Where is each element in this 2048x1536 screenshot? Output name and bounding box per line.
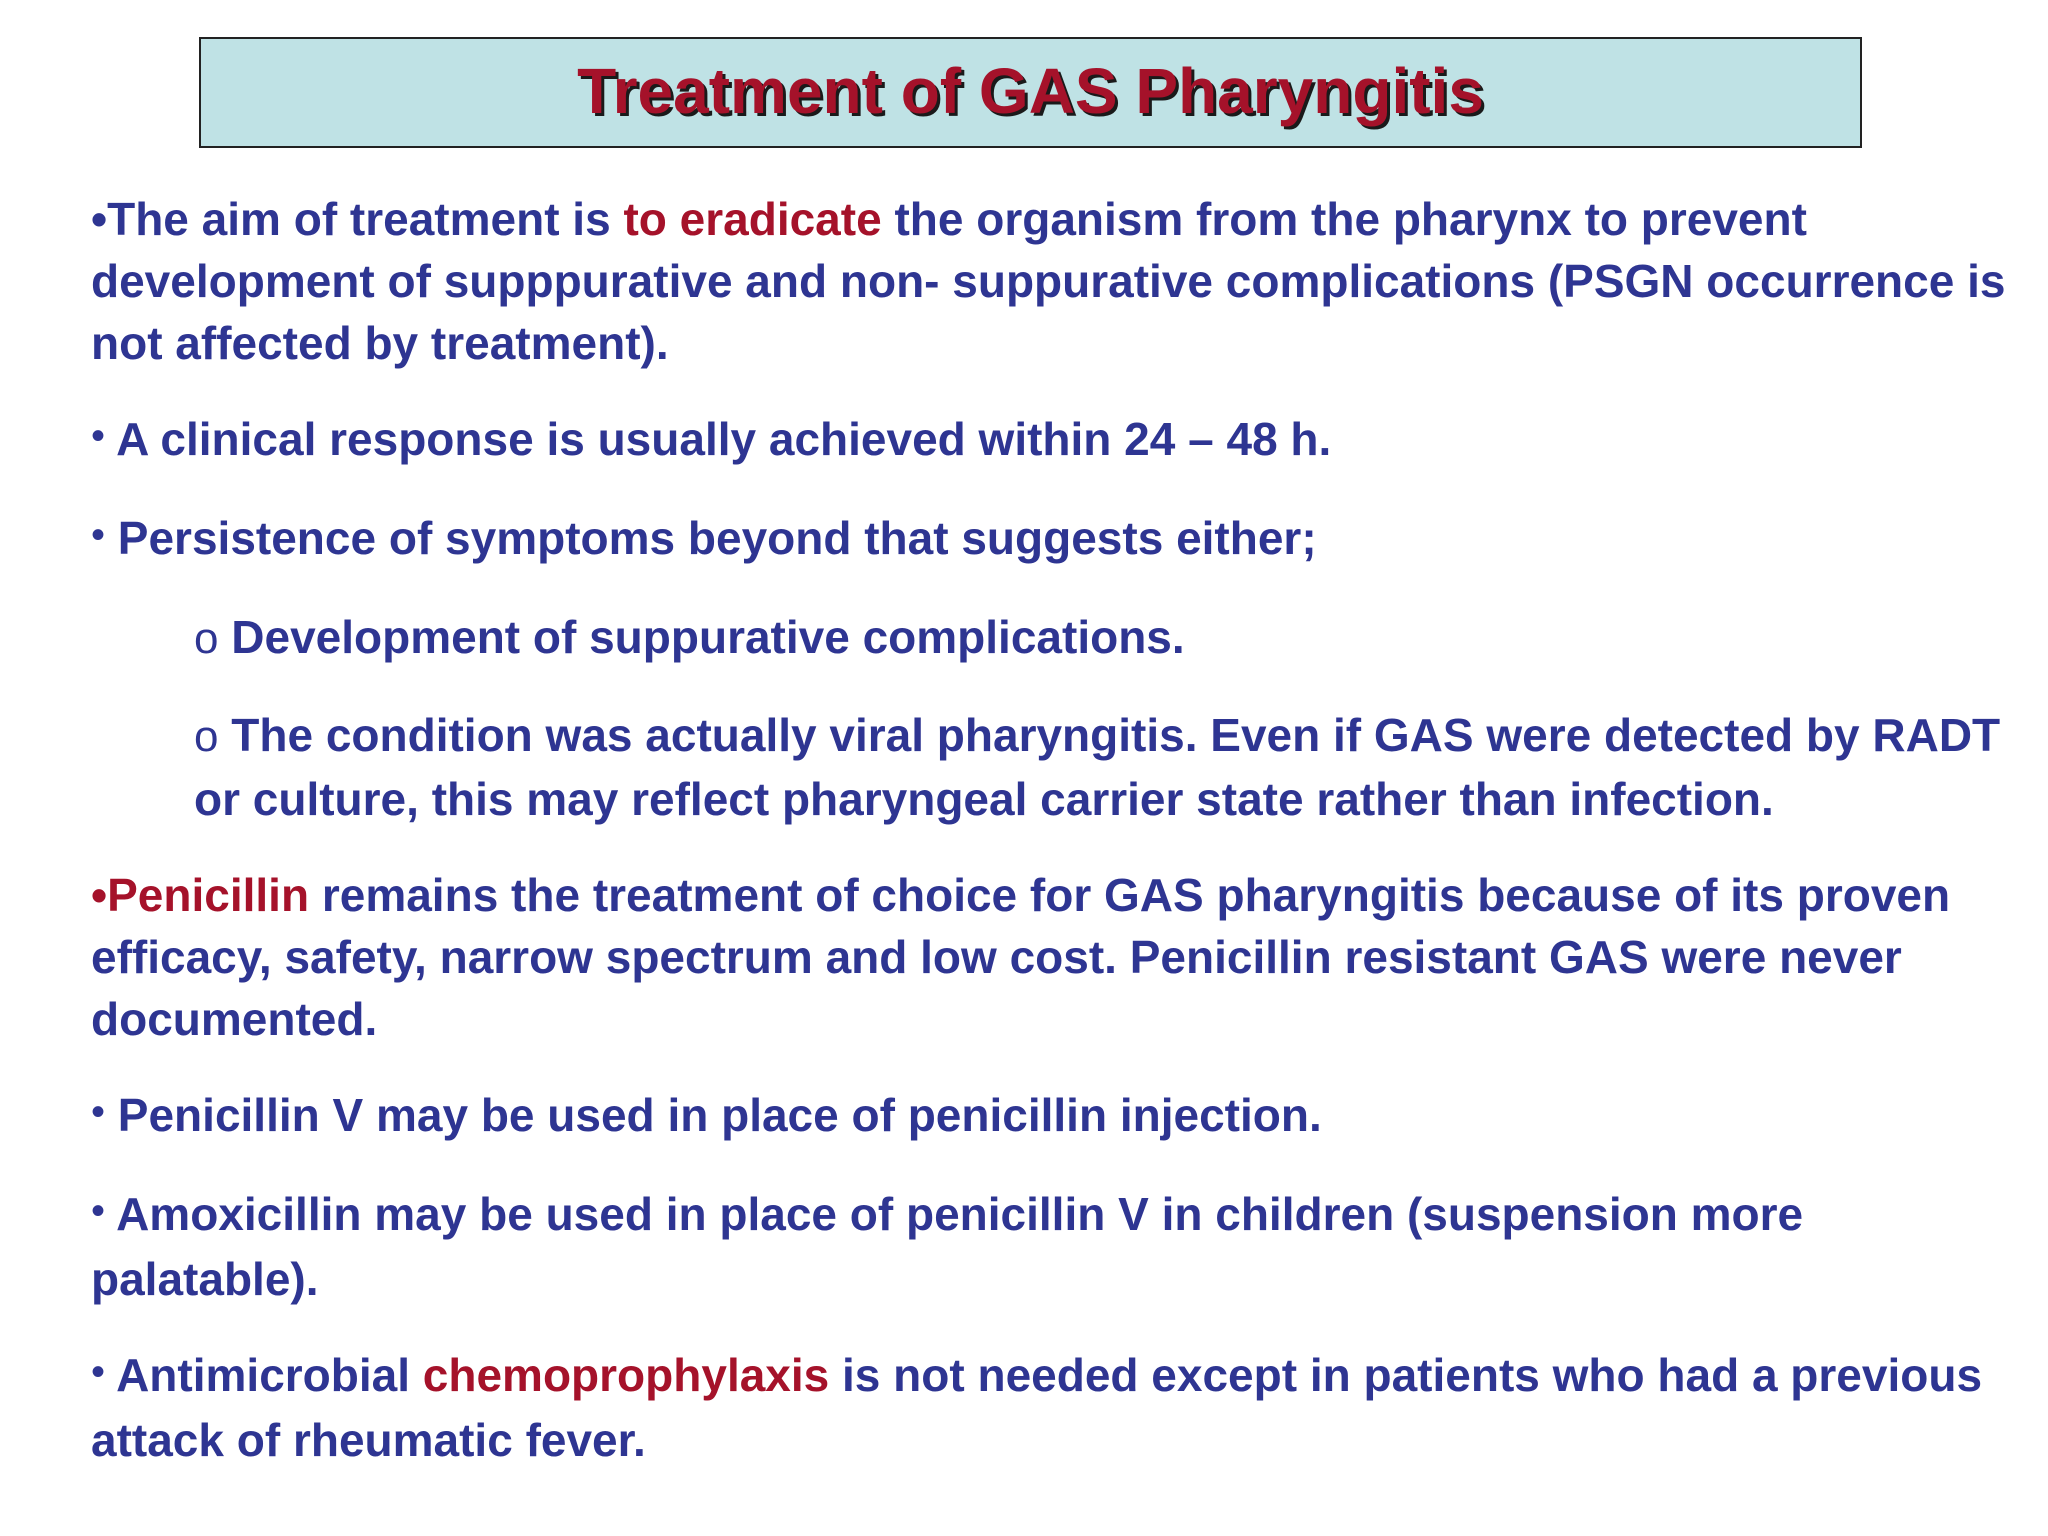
text: The condition was actually viral pharyngitis. Even if GAS were detected by RADT or culture, this may reflect pharyngeal carrier state rather than infection. <box>194 709 2001 825</box>
sub-item-viral <box>91 704 2021 830</box>
text: the organism from the pharynx to prevent development of supppurative and non- suppurative complications (PSGN occurrence is not affected by treatment). <box>91 193 2006 369</box>
highlight-chemoprophylaxis: chemoprophylaxis <box>422 1349 830 1401</box>
text: Amoxicillin may be used in place of penicillin V in children (suspension more palatable). <box>91 1188 1804 1305</box>
highlight-penicillin: Penicillin <box>107 869 310 921</box>
bullet: • <box>91 869 108 921</box>
sub-item-suppurative <box>91 606 2021 670</box>
bullet: • <box>91 1189 106 1233</box>
bullet: • <box>91 1350 106 1394</box>
highlight-eradicate: to eradicate <box>623 193 882 245</box>
paragraph-penicillin <box>91 864 2021 1050</box>
paragraph-amoxicillin <box>91 1183 2021 1310</box>
paragraph-persistence <box>91 507 2021 572</box>
bullet: • <box>91 513 106 557</box>
title-box <box>199 37 1862 148</box>
sub-bullet: o <box>194 614 219 663</box>
text: Penicillin V may be used in place of penicillin injection. <box>105 1089 1322 1141</box>
paragraph-aim <box>91 188 2021 374</box>
bullet: • <box>91 1090 106 1134</box>
text: Persistence of symptoms beyond that suggests either; <box>105 512 1317 564</box>
paragraph-clinical-response <box>91 408 2021 473</box>
paragraph-chemoprophylaxis <box>91 1344 2021 1471</box>
slide-title: Treatment of GAS Pharyngitis <box>577 54 1484 127</box>
slide-content <box>91 188 2021 1471</box>
text: remains the treatment of choice for GAS pharyngitis because of its proven efficacy, safety, narrow spectrum and low cost. Penicillin resistant GAS were never documented. <box>91 869 1951 1045</box>
text: is not needed except in patients who had a previous attack of rheumatic fever. <box>91 1349 1983 1466</box>
text: Antimicrobial <box>105 1349 423 1401</box>
bullet: • <box>91 414 106 458</box>
text: A clinical response is usually achieved within 24 – 48 h. <box>105 413 1332 465</box>
bullet: • <box>91 193 108 245</box>
text: Development of suppurative complications. <box>218 611 1185 663</box>
sub-bullet: o <box>194 712 219 761</box>
paragraph-penicillin-v <box>91 1084 2021 1149</box>
text: The aim of treatment is <box>107 193 624 245</box>
